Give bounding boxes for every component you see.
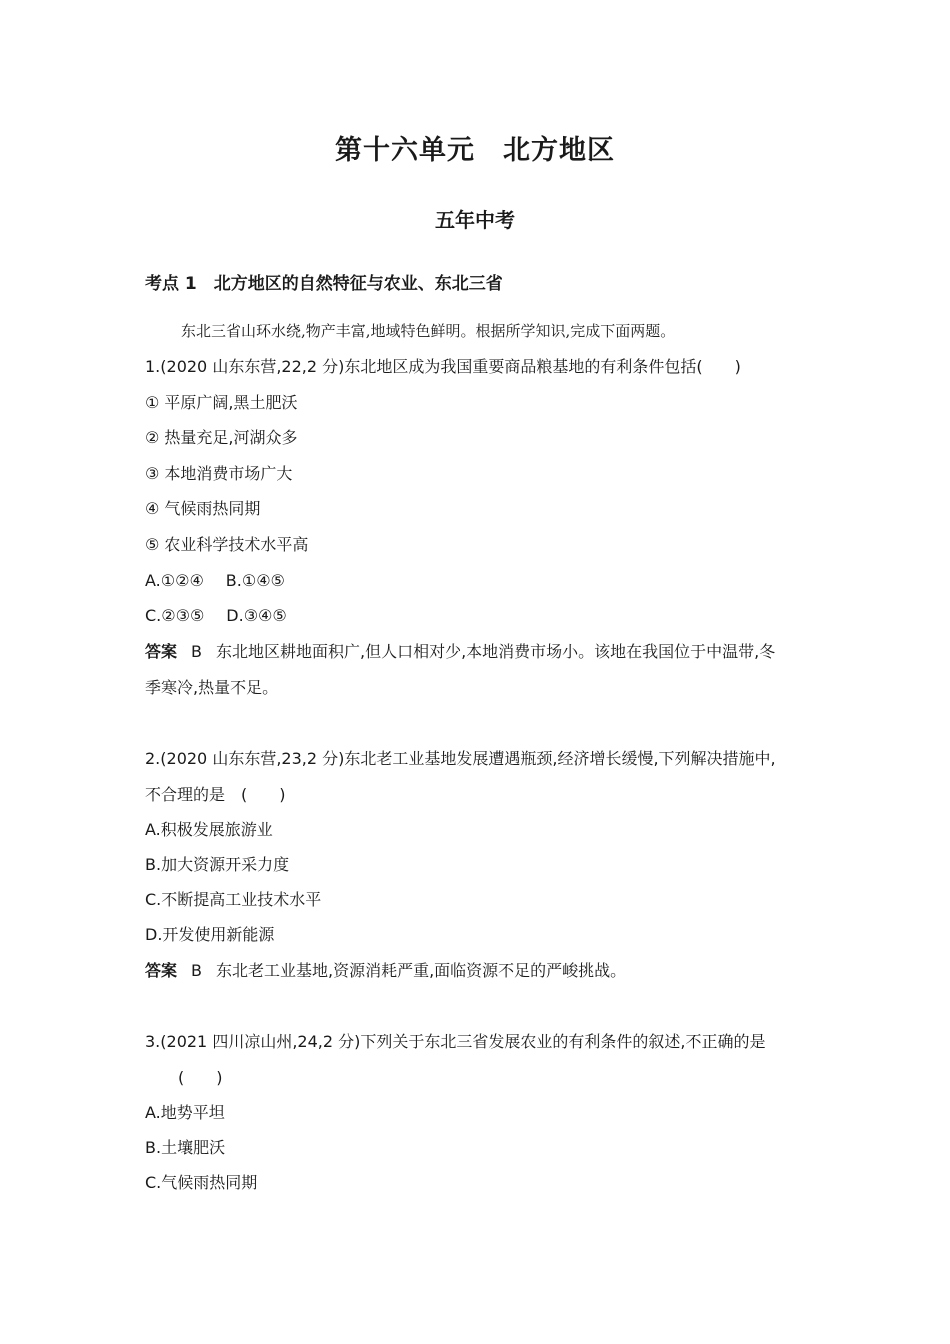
- q1-item-2: ② 热量充足,河湖众多: [145, 428, 298, 447]
- q1-answer: [145, 641, 775, 663]
- q1-stem: 1.(2020 山东东营,22,2 分)东北地区成为我国重要商品粮基地的有利条件包括( ): [145, 357, 741, 376]
- q1-options-ab: [145, 570, 285, 592]
- q1-answer-label: 答案: [145, 642, 178, 661]
- q1-option-c: C.②③⑤: [145, 606, 205, 625]
- q1-answer-text: 东北地区耕地面积广,但人口相对少,本地消费市场小。该地在我国位于中温带,冬: [216, 642, 776, 661]
- q2-option-a: A.积极发展旅游业: [145, 820, 273, 839]
- q2-answer-key: B: [191, 961, 202, 980]
- q1-item-4: ④ 气候雨热同期: [145, 499, 261, 518]
- q2-option-b: B.加大资源开采力度: [145, 855, 290, 874]
- q2-stem-line2: 不合理的是 ( ): [145, 785, 286, 804]
- q1-answer-cont: 季寒冷,热量不足。: [145, 678, 279, 697]
- q1-option-b: B.①④⑤: [225, 571, 285, 590]
- q2-option-c: C.不断提高工业技术水平: [145, 890, 322, 909]
- q2-option-d: D.开发使用新能源: [145, 925, 275, 944]
- page-subtitle: 五年中考: [435, 208, 515, 232]
- q1-item-1: ① 平原广阔,黑土肥沃: [145, 393, 298, 412]
- q2-answer-text: 东北老工业基地,资源消耗严重,面临资源不足的严峻挑战。: [216, 961, 627, 980]
- q3-option-c: C.气候雨热同期: [145, 1173, 258, 1192]
- q3-stem-line2: ( ): [178, 1068, 223, 1087]
- q1-option-d: D.③④⑤: [226, 606, 287, 625]
- q1-options-cd: [145, 605, 287, 627]
- q3-option-a: A.地势平坦: [145, 1103, 225, 1122]
- q1-item-3: ③ 本地消费市场广大: [145, 464, 293, 483]
- q2-answer: [145, 960, 626, 982]
- q1-answer-key: B: [191, 642, 202, 661]
- page-title: 第十六单元 北方地区: [335, 135, 615, 166]
- q1-option-a: A.①②④: [145, 571, 204, 590]
- q3-option-b: B.土壤肥沃: [145, 1138, 226, 1157]
- q3-stem-line1: 3.(2021 四川凉山州,24,2 分)下列关于东北三省发展农业的有利条件的叙述,不正确的是: [145, 1032, 766, 1051]
- q2-answer-label: 答案: [145, 961, 178, 980]
- section-heading: 考点 1 北方地区的自然特征与农业、东北三省: [145, 274, 503, 294]
- q1-item-5: ⑤ 农业科学技术水平高: [145, 535, 309, 554]
- q2-stem-line1: 2.(2020 山东东营,23,2 分)东北老工业基地发展遭遇瓶颈,经济增长缓慢,下列解决措施中,: [145, 749, 776, 768]
- intro-paragraph: 东北三省山环水绕,物产丰富,地域特色鲜明。根据所学知识,完成下面两题。: [181, 322, 676, 340]
